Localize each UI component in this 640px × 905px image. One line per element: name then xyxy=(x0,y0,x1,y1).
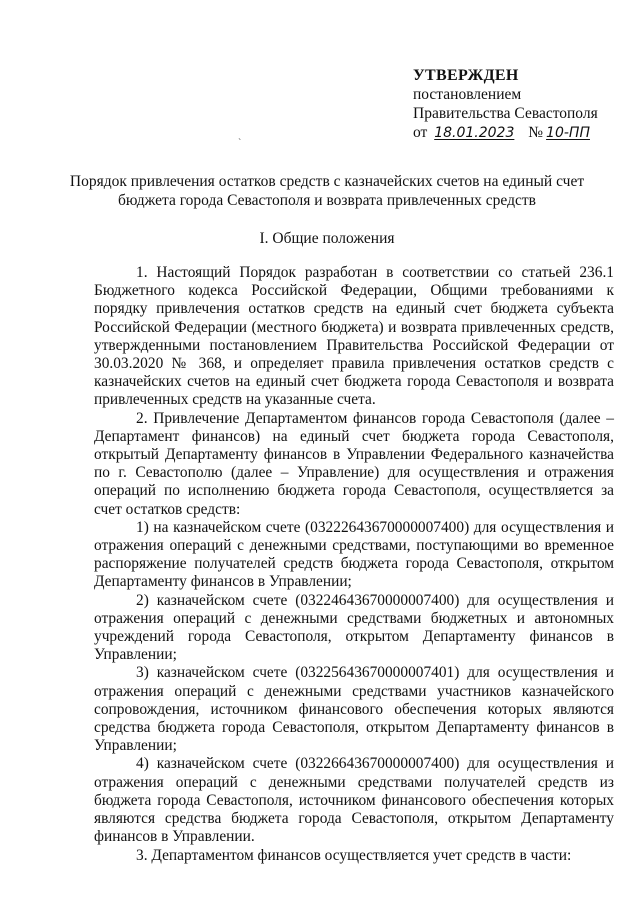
section-heading: I. Общие положения xyxy=(259,230,395,247)
approval-heading: УТВЕРЖДЕН xyxy=(413,67,519,84)
approval-number-handwritten: 10-ПП xyxy=(546,125,590,141)
approval-from-prefix: от xyxy=(413,124,428,141)
approval-stamp-block xyxy=(413,66,612,143)
approval-number-prefix: № xyxy=(528,124,544,141)
paragraph-2: 2. Привлечение Департаментом финансов города Севастополя (далее – Департамент финансов) на единый счет бюджета города Севастополя, открытый Департаменту финансов в Управлении Федерального казначейства по г. Севастополю (далее – Управление) для осуществления и отражения операций по исполнению бюджета города Севастополя, осуществляется за счет остатков средств: xyxy=(94,409,614,518)
document-title: Порядок привлечения остатков средств с казначейских счетов на единый счет бюджета города Севастополя и возврата привлеченных средств xyxy=(69,173,585,209)
approval-line-decree: постановлением xyxy=(413,86,522,103)
approval-line-government: Правительства Севастополя xyxy=(413,105,598,122)
paragraph-2-item-2: 2) казначейском счете (03224643670000007400) для осуществления и отражения операций с денежными средствами бюджетных и автономных учреждений города Севастополя, открытом Департаменту финансов в Управлении; xyxy=(94,591,614,664)
approval-date-number-line xyxy=(413,123,612,143)
paragraph-1: 1. Настоящий Порядок разработан в соответствии со статьей 236.1 Бюджетного кодекса Российской Федерации, Общими требованиями к порядку привлечения остатков средств на единый счет бюджета субъекта Российской Федерации (местного бюджета) и возврата привлеченных средств, утвержденными постановлением Правительства Российской Федерации от 30.03.2020 № 368, и определяет правила привлечения остатков средств с казначейских счетов на единый счет бюджета города Севастополя и возврата привлеченных средств на указанные счета. xyxy=(94,264,614,409)
paragraph-2-item-3: 3) казначейском счете (03225643670000007401) для осуществления и отражения операций с денежными средствами участников казначейского сопровождения, источником финансового обеспечения которых являются средства бюджета города Севастополя, открытом Департаменту финансов в Управлении; xyxy=(94,664,614,755)
paragraph-2-item-1: 1) на казначейском счете (03222643670000007400) для осуществления и отражения операций с денежными средствами, поступающими во временное распоряжение получателей средств бюджета города Севастополя, открытом Департаменту финансов в Управлении; xyxy=(94,518,614,591)
paragraph-3: 3. Департаментом финансов осуществляется учет средств в части: xyxy=(136,846,572,864)
paragraph-2-item-4: 4) казначейском счете (03226643670000007400) для осуществления и отражения операций с денежными средствами получателей средств из бюджета города Севастополя, источником финансового обеспечения которых являются средства бюджета города Севастополя, открытом Департаменту финансов в Управлении. xyxy=(94,755,614,846)
approval-date-handwritten: 18.01.2023 xyxy=(434,125,515,141)
stray-ink-mark: ` xyxy=(238,138,242,149)
document-body xyxy=(94,264,614,865)
